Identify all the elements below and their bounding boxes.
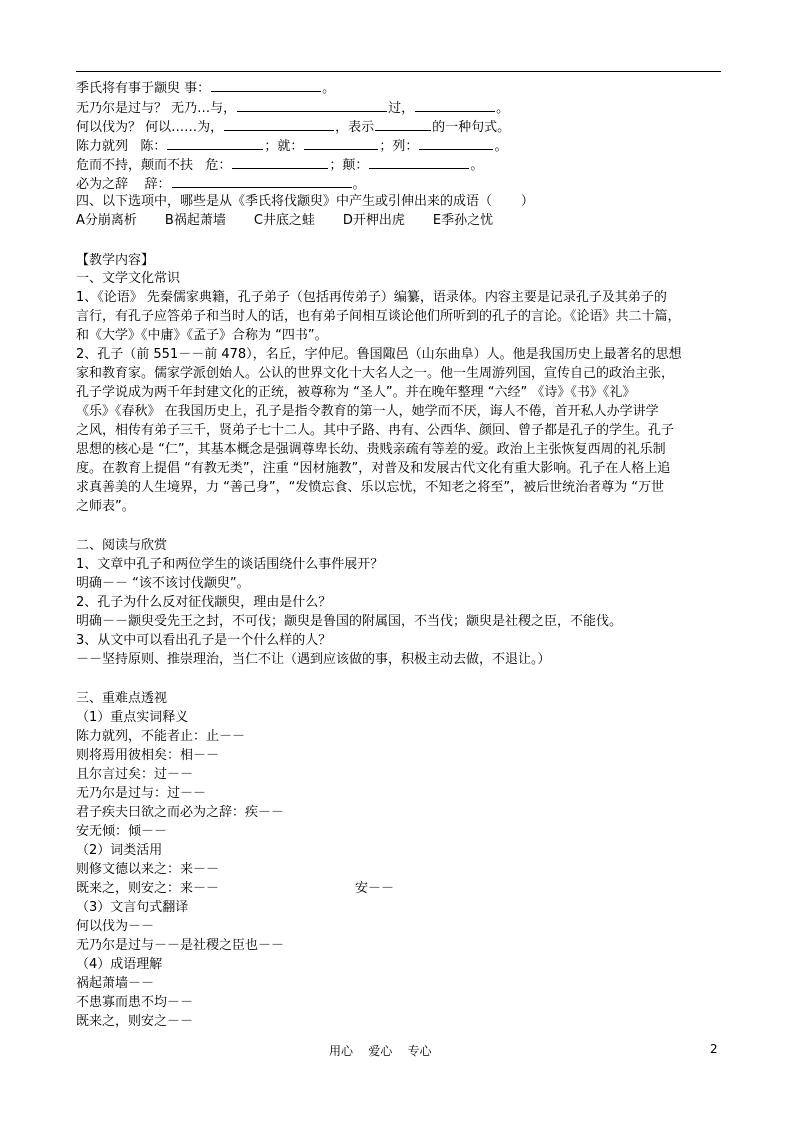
- answer-blank: [369, 156, 469, 169]
- paragraph-line: 求真善美的人生境界，力 “善己身”，“发愤忘食、乐以忘忧，不知老之将至”，被后世统治者尊为 “万世: [76, 480, 664, 495]
- reading-line: －－坚持原则、推崇理治，当仁不让（遇到应该做的事，积极主动去做，不退让。）: [76, 652, 551, 667]
- answer-blank: [172, 175, 352, 188]
- point-line: （2）词类活用: [76, 843, 163, 858]
- reading-line: 2、孔子为什么反对征伐颛臾，理由是什么？: [76, 595, 332, 610]
- point-line: 无乃尔是过与－－是社稷之臣也－－: [76, 938, 285, 953]
- exercise-text: 何以伐为？ 何以……为，: [76, 120, 224, 135]
- exercise-line-2: [76, 99, 509, 118]
- exercise-line-3: [76, 118, 510, 137]
- answer-blank: [415, 99, 495, 112]
- option-c: C井底之蛙: [253, 213, 315, 228]
- reading-line: 明确－－ “该不该讨伐颛臾”。: [76, 576, 250, 591]
- paragraph-line: 和《大学》《中庸》《孟子》合称为 “四书”。: [76, 328, 328, 343]
- section-title-1: 一、文学文化常识: [76, 271, 181, 286]
- exercise-text: 危而不持，颠而不扶 危：: [76, 158, 232, 173]
- point-line: 何以伐为－－: [76, 919, 155, 934]
- point-line: 既来之，则安之－－: [76, 1014, 194, 1029]
- point-line: 君子疾夫曰欲之而必为之辞：疾－－: [76, 805, 285, 820]
- paragraph-line: 度。在教育上提倡 “有教无类”，注重 “因材施教”，对普及和发展古代文化有重大影响。孔子在人格上追: [76, 461, 671, 476]
- exercise-line-1: [76, 79, 335, 98]
- exercise-text: 必为之辞 辞：: [76, 177, 171, 192]
- exercise-line-6: [76, 175, 366, 194]
- point-line: 不患寡而患不均－－: [76, 995, 194, 1010]
- answer-blank: [304, 137, 378, 150]
- point-line: 祸起萧墙－－: [76, 976, 155, 991]
- paragraph-line: 2、孔子（前 551－－前 478），名丘，字仲尼。鲁国陬邑（山东曲阜）人。他是我国历史上最著名的思想: [76, 347, 682, 362]
- paragraph-line: 1、《论语》 先秦儒家典籍，孔子弟子（包括再传弟子）编纂，语录体。内容主要是记录孔子及其弟子的: [76, 290, 667, 305]
- header-rule: [76, 71, 721, 72]
- paragraph-line: 思想的核心是 “仁”，其基本概念是强调尊卑长幼、贵贱亲疏有等差的爱。政治上主张恢复西周的礼乐制: [76, 442, 666, 457]
- exercise-text: 。: [496, 101, 510, 116]
- option-e: E季孙之忧: [432, 213, 494, 228]
- point-line: （1）重点实词释义: [76, 710, 189, 725]
- reading-line: 明确－－颛臾受先王之封，不可伐；颛臾是鲁国的附属国，不当伐；颛臾是社稷之臣，不能伐。: [76, 614, 623, 629]
- option-a: A分崩离析: [76, 213, 137, 228]
- paragraph-line: 孔子学说成为两千年封建文化的正统，被尊称为 “圣人”。并在晚年整理 “六经” 《诗》《书》《礼》: [76, 385, 636, 400]
- point-line: 既来之，则安之：来－－: [76, 881, 220, 896]
- exercise-line-4: [76, 137, 507, 156]
- point-line: 则修文德以来之：来－－: [76, 862, 220, 877]
- exercise-line-5: [76, 156, 483, 175]
- answer-blank: [237, 99, 387, 112]
- paragraph-line: 之师表”。: [76, 499, 135, 514]
- paragraph-line: 言行，有孔子应答弟子和当时人的话，也有弟子间相互谈论他们所听到的孔子的言论。《论语》共二十篇，: [76, 309, 681, 324]
- exercise-text: ；就：: [264, 139, 304, 154]
- exercise-text: 。: [494, 139, 508, 154]
- paragraph-line: 之风，相传有弟子三千，贤弟子七十二人。其中子路、冉有、公西华、颜回、曾子都是孔子的学生。孔子: [76, 423, 675, 438]
- exercise-text: 。: [322, 81, 336, 96]
- exercise-text: 无乃尔是过与？ 无乃…与，: [76, 101, 237, 116]
- section-title-3: 三、重难点透视: [76, 691, 168, 706]
- exercise-text: 。: [470, 158, 484, 173]
- point-line: （4）成语理解: [76, 957, 163, 972]
- footer-motto: 用心 爱心 专心: [329, 1044, 432, 1058]
- point-line: 安－－: [355, 881, 395, 896]
- answer-blank: [224, 118, 334, 131]
- point-line: 则将焉用彼相矣：相－－: [76, 748, 220, 763]
- page-number: 2: [710, 1042, 718, 1056]
- reading-line: 3、从文中可以看出孔子是一个什么样的人？: [76, 633, 332, 648]
- answer-blank: [419, 137, 493, 150]
- option-d: D开柙出虎: [342, 213, 405, 228]
- exercise-text: 。: [352, 177, 366, 192]
- section-title-2: 二、阅读与欣赏: [76, 538, 168, 553]
- point-line: 陈力就列，不能者止：止－－: [76, 729, 246, 744]
- section-heading: 【教学内容】: [76, 253, 155, 268]
- exercise-text: ，表示: [335, 120, 375, 135]
- point-line: 且尔言过矣：过－－: [76, 767, 194, 782]
- answer-blank: [375, 118, 431, 131]
- exercise-text: ；列：: [379, 139, 419, 154]
- exercise-text: 季氏将有事于颛臾 事：: [76, 81, 211, 96]
- exercise-text: 过，: [388, 101, 415, 116]
- answer-blank: [232, 156, 328, 169]
- answer-blank: [167, 137, 263, 150]
- exercise-text: ；颠：: [329, 158, 369, 173]
- exercise-text: 陈力就列 陈：: [76, 139, 167, 154]
- point-line: 安无倾：倾－－: [76, 824, 168, 839]
- answer-blank: [211, 79, 321, 92]
- option-b: B祸起萧墙: [164, 213, 226, 228]
- reading-line: 1、文章中孔子和两位学生的谈话围绕什么事件展开？: [76, 557, 384, 572]
- paragraph-line: 《乐》《春秋》 在我国历史上，孔子是指令教育的第一人，她学而不厌，诲人不倦，首开私人办学讲学: [76, 404, 659, 419]
- paragraph-line: 家和教育家。儒家学派创始人。公认的世界文化十大名人之一。他一生周游列国，宣传自己的政治主张，: [76, 366, 675, 381]
- point-line: 无乃尔是过与：过－－: [76, 786, 207, 801]
- exercise-text: 的一种句式。: [432, 120, 511, 135]
- exercise-question-4: 四、以下选项中，哪些是从《季氏将伐颛臾》中产生或引伸出来的成语（ ）: [76, 194, 534, 209]
- options-row: [76, 212, 493, 230]
- point-line: （3）文言句式翻译: [76, 900, 189, 915]
